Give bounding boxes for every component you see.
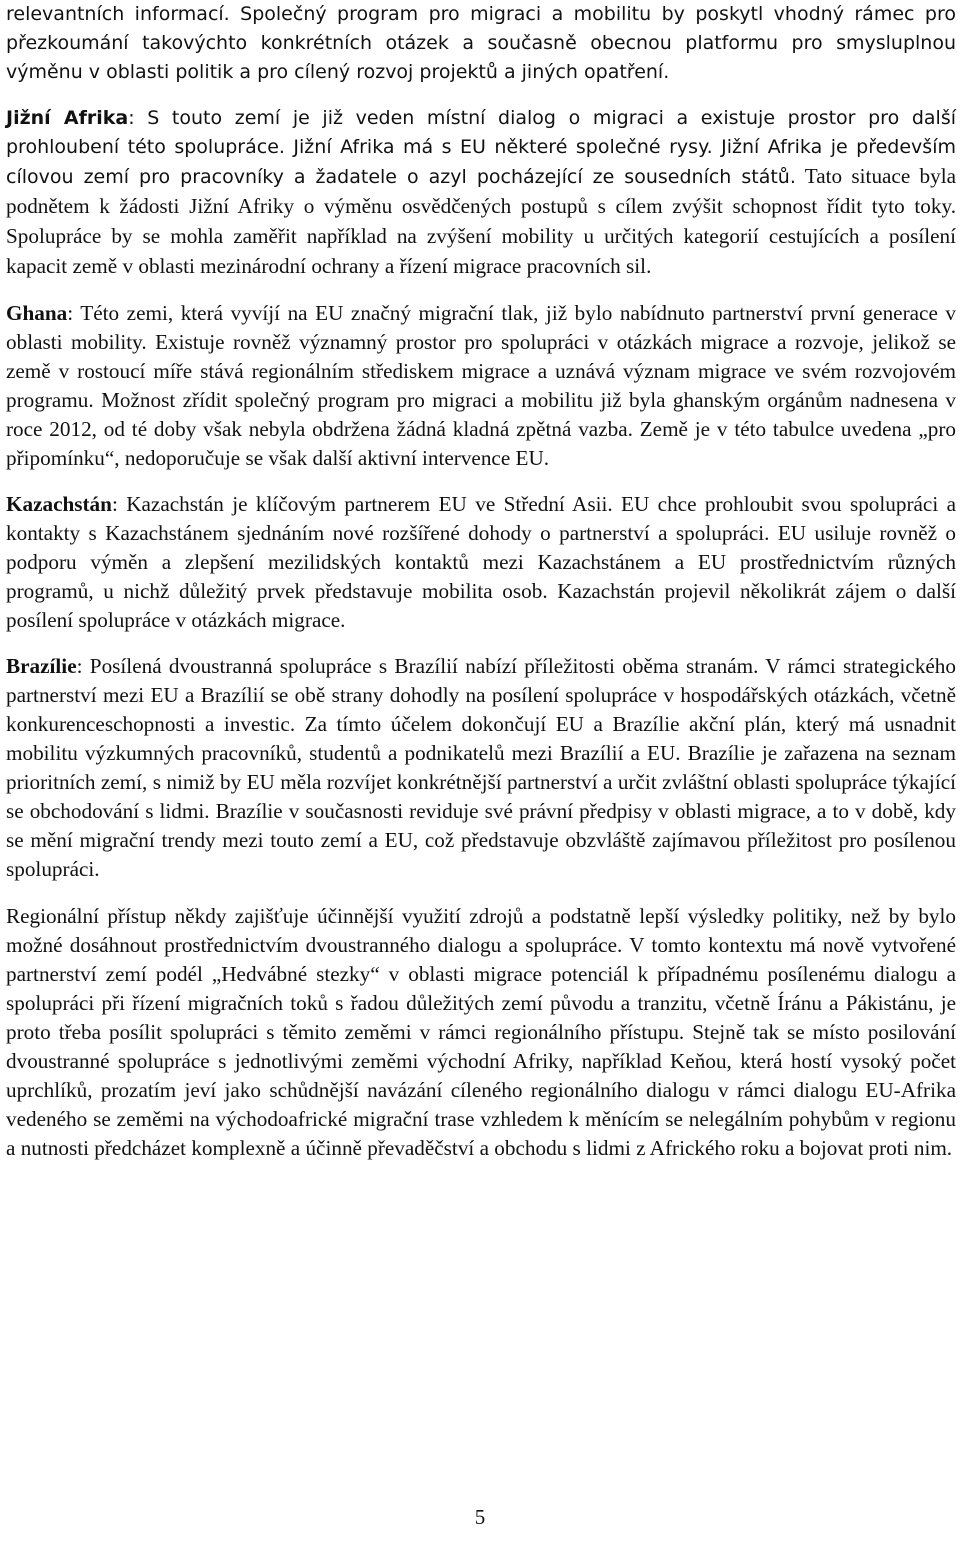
paragraph-kazakhstan bbox=[6, 490, 956, 635]
paragraph-run: : Posílená dvoustranná spolupráce s Brazílií nabízí příležitosti oběma stranám. V rámci strategického partnerství mezi EU a Brazílií se obě strany dohodly na posílení spolupráce v hospodářských otázkách, včetně konkurenceschopnosti a investic. Za tímto účelem dokončují EU a Brazílie akční plán, který má usnadnit mobilitu výzkumných pracovníků, studentů a podnikatelů mezi Brazílií a EU. Brazílie je zařazena na seznam prioritních zemí, s nimiž by EU měla rozvíjet konkrétnější partnerství a určit zvláštní oblasti spolupráce týkající se obchodování s lidmi. Brazílie v současnosti reviduje své právní předpisy v oblasti migrace, a to v době, kdy se mění migrační trendy mezi touto zemí a EU, což představuje obzvláště zajímavou příležitost pro posílenou spolupráci. bbox=[6, 654, 956, 881]
paragraph-run: : Kazachstán je klíčovým partnerem EU ve Střední Asii. EU chce prohloubit svou spolupráci a kontakty s Kazachstánem sjednáním nové rozšířené dohody o partnerství a spolupráci. EU usiluje rovněž o podporu výměn a zlepšení mezilidských kontaktů mezi Kazachstánem a EU prostřednictvím různých programů, u nichž důležitý prvek představuje mobilita osob. Kazachstán projevil několikrát zájem o další posílení spolupráce v otázkách migrace. bbox=[6, 492, 956, 632]
country-heading: Kazachstán bbox=[6, 492, 112, 516]
document-page bbox=[6, 0, 956, 1163]
country-heading: Jižní Afrika bbox=[6, 107, 129, 129]
paragraph-brazil bbox=[6, 652, 956, 884]
paragraph-run: Společný program pro migraci a mobilitu by poskytl vhodný rámec pro přezkoumání takovýchto konkrétních otázek a současně obecnou platformu pro smysluplnou výměnu v oblasti politik a pro cílený rozvoj projektů a jiných opatření. bbox=[6, 3, 956, 83]
paragraph-run: Regionální přístup někdy zajišťuje účinnější využití zdrojů a podstatně lepší výsledky politiky, než by bylo možné dosáhnout prostřednictvím dvoustranného dialogu a spolupráce. V tomto kontextu má nově vytvořené partnerství zemí podél „Hedvábné stezky“ v oblasti migrace potenciál k případnému posílenému dialogu a spolupráci při řízení migračních toků s řadou důležitých zemí původu a tranzitu, včetně Íránu a Pákistánu, je proto třeba posílit spolupráci s těmito zeměmi v rámci regionálního přístupu. Stejně tak se místo posilování dvoustranné spolupráce s jednotlivými zeměmi východní Afriky, například Keňou, která hostí vysoký počet uprchlíků, prozatím jeví jako schůdnější navázání cíleného regionálního dialogu v rámci dialogu EU-Afrika vedeného se zeměmi na východoafrické migrační trase vzhledem k měnícím se nelegálním pohybům v regionu a nutnosti předcházet komplexně a účinně převaděčství a obchodu s lidmi z Afrického roku a bojovat proti nim. bbox=[6, 904, 956, 1160]
paragraph-ghana bbox=[6, 299, 956, 473]
paragraph-run: : Této zemi, která vyvíjí na EU značný migrační tlak, již bylo nabídnuto partnerství první generace v oblasti mobility. Existuje rovněž významný prostor pro spolupráci v otázkách migrace a rozvoje, jelikož se země v rostoucí míře stává regionálním střediskem migrace a uznává význam migrace ve svém rozvojovém programu. Možnost zřídit společný program pro migraci a mobilitu již byla ghanským orgánům nadnesena v roce 2012, od té doby však nebyla obdržena žádná kladná zpětná vazba. Země je v této tabulce uvedena „pro připomínku“, nedoporučuje se však další aktivní intervence EU. bbox=[6, 301, 956, 470]
paragraph-regional-approach bbox=[6, 902, 956, 1163]
paragraph-south-africa bbox=[6, 104, 956, 282]
paragraph-run: Tato situace byla podnětem k žádosti Jižní Afriky o výměnu osvědčených postupů s cílem zvýšit schopnost řídit tyto toky. Spolupráce by se mohla zaměřit například na zvýšení mobility u určitých kategorií cestujících a posílení kapacit země v oblasti mezinárodní ochrany a řízení migrace pracovních sil. bbox=[6, 164, 957, 278]
page-number: 5 bbox=[474, 1505, 486, 1529]
country-heading: Ghana bbox=[6, 301, 68, 325]
paragraph-intro bbox=[6, 0, 956, 87]
country-heading: Brazílie bbox=[6, 654, 77, 678]
paragraph-run: relevantních informací. bbox=[6, 3, 241, 25]
paragraph-run: : S touto zemí je již veden místní dialog o migraci a existuje prostor pro další prohloubení této spolupráce. Jižní Afrika má s EU některé společné rysy. Jižní Afrika je především cílovou zemí pro pracovníky a žadatele o azyl pocházející ze sousedních států. bbox=[6, 107, 956, 188]
